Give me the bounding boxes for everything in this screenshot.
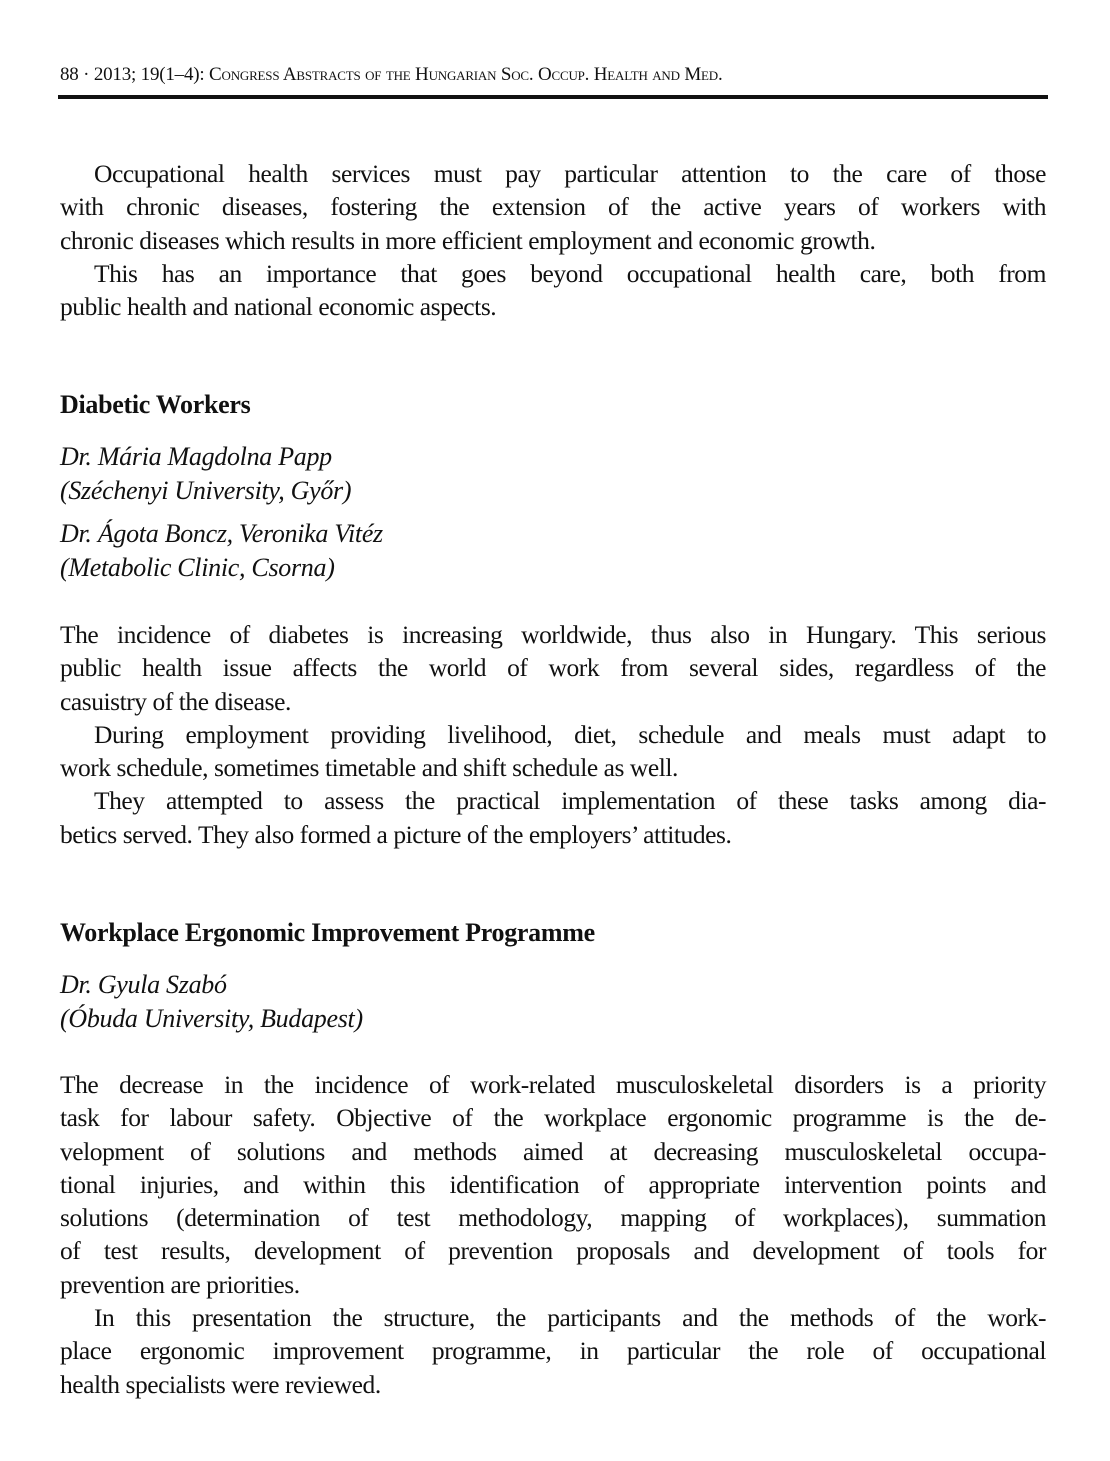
intro-text: [60, 157, 1046, 323]
author-line: Dr. Gyula Szabó: [60, 970, 227, 999]
text-line: health specialists were reviewed.: [60, 1369, 381, 1399]
author-affiliation: (Óbuda University, Budapest): [60, 1004, 363, 1033]
text-line: public health issue affects the world of work from several sides, regardless of the: [60, 653, 1046, 683]
text-line: betics served. They also formed a picture of the employers’ attitudes.: [60, 819, 732, 849]
text-line: casuistry of the disease.: [60, 686, 291, 716]
text-line: Occupational health services must pay particular attention to the care of those: [94, 159, 1046, 188]
text-line: prevention are priorities.: [60, 1269, 300, 1299]
running-head: [60, 64, 1046, 86]
text-line: of test results, development of prevention proposals and development of tools for: [60, 1236, 1046, 1266]
text-line: chronic diseases which results in more efficient employment and economic growth.: [60, 225, 876, 255]
article-title: Workplace Ergonomic Improvement Programme: [60, 918, 595, 947]
author-affiliation: (Széchenyi University, Győr): [60, 476, 352, 505]
running-head-citation: 88 · 2013; 19(1–4):: [60, 64, 210, 85]
text-line: task for labour safety. Objective of the workplace ergonomic programme is the de-: [60, 1103, 1046, 1133]
author-affiliation: (Metabolic Clinic, Csorna): [60, 553, 335, 582]
header-rule: [58, 95, 1048, 99]
text-line: work schedule, sometimes timetable and shift schedule as well.: [60, 753, 678, 783]
text-line: The decrease in the incidence of work-related musculoskeletal disorders is a priority: [60, 1070, 1046, 1099]
text-line: tional injuries, and within this identification of appropriate intervention points and: [60, 1169, 1046, 1199]
text-line: public health and national economic aspects.: [60, 292, 497, 322]
article-body: [60, 1068, 1046, 1401]
text-line: velopment of solutions and methods aimed at decreasing musculoskeletal occupa-: [60, 1136, 1046, 1166]
author-line: Dr. Mária Magdolna Papp: [60, 442, 332, 471]
article-body: [60, 618, 1046, 851]
text-line: This has an importance that goes beyond occupational health care, both from: [94, 258, 1046, 288]
text-line: In this presentation the structure, the participants and the methods of the work-: [94, 1303, 1046, 1333]
text-line: with chronic diseases, fostering the extension of the active years of workers with: [60, 192, 1046, 222]
text-line: They attempted to assess the practical implementation of these tasks among dia-: [94, 786, 1046, 816]
running-head-title: Congress Abstracts of the Hungarian Soc. Occup. Health and Med.: [209, 64, 723, 85]
text-line: The incidence of diabetes is increasing worldwide, thus also in Hungary. This serious: [60, 620, 1046, 649]
text-line: place ergonomic improvement programme, in particular the role of occupational: [60, 1336, 1046, 1366]
text-line: During employment providing livelihood, diet, schedule and meals must adapt to: [94, 719, 1046, 749]
article-title: Diabetic Workers: [60, 390, 251, 419]
text-line: solutions (determination of test methodology, mapping of workplaces), summation: [60, 1203, 1046, 1233]
author-line: Dr. Ágota Boncz, Veronika Vitéz: [60, 519, 383, 548]
